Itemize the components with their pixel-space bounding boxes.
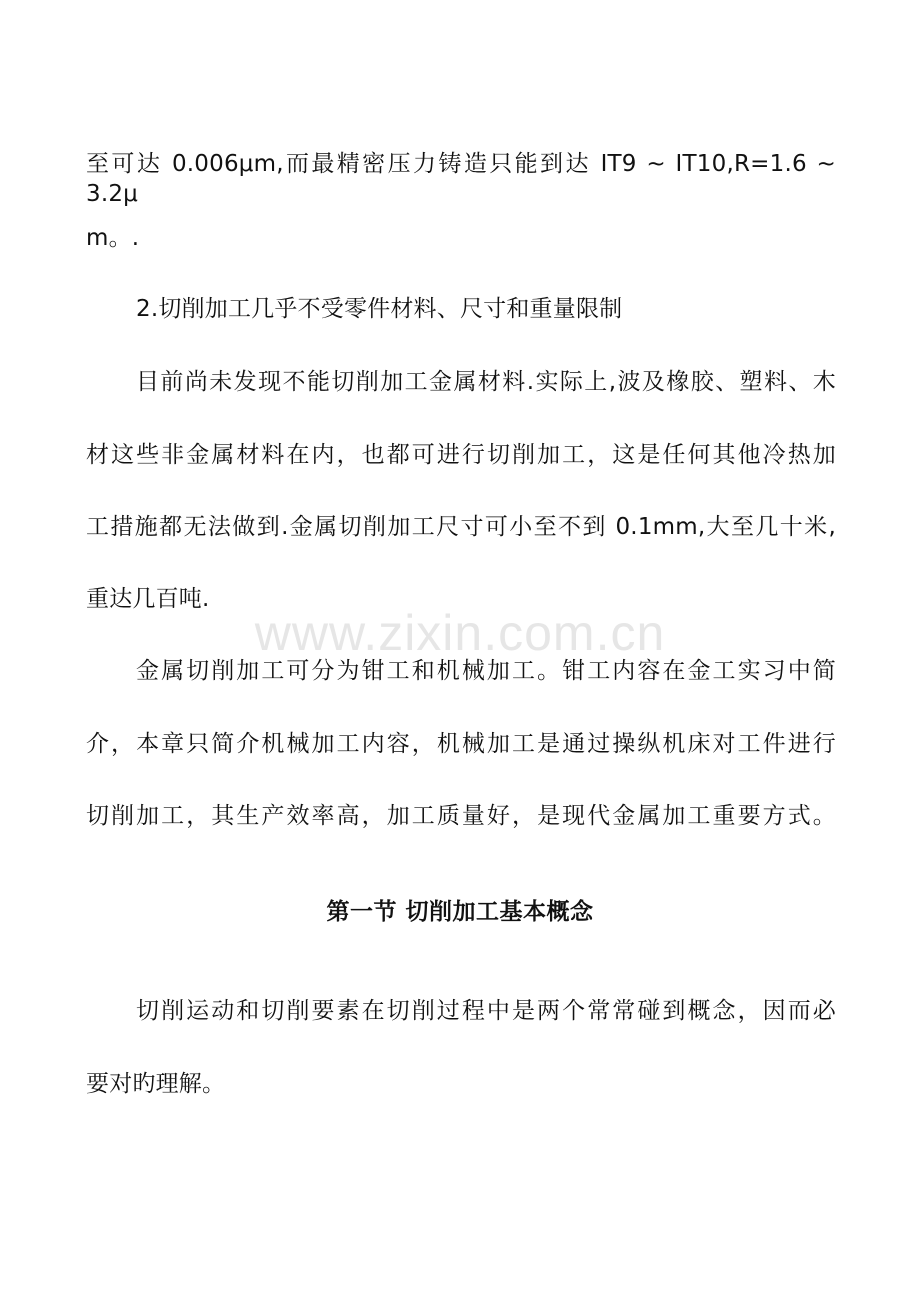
text-line-9: 介，本章只简介机械加工内容，机械加工是通过操纵机床对工件进行 <box>86 731 836 757</box>
section-heading: 第一节 切削加工基本概念 <box>326 899 594 925</box>
paragraph-subtitle: 2.切削加工几乎不受零件材料、尺寸和重量限制 <box>136 296 623 322</box>
text-line-11: 切削运动和切削要素在切削过程中是两个常常碰到概念，因而必 <box>136 998 836 1024</box>
text-line-10: 切削加工，其生产效率高，加工质量好，是现代金属加工重要方式。 <box>86 803 836 829</box>
text-line-8: 金属切削加工可分为钳工和机械加工。钳工内容在金工实习中简 <box>136 658 836 684</box>
text-line-2: m。. <box>86 225 140 251</box>
text-line-7: 重达几百吨. <box>86 586 210 612</box>
text-line-6: 工措施都无法做到.金属切削加工尺寸可小至不到 0.1mm,大至几十米, <box>86 514 836 540</box>
text-line-1: 至可达 0.006μm,而最精密压力铸造只能到达 IT9 ~ IT10,R=1.6 ~ 3.2μ <box>86 151 836 207</box>
text-line-5: 材这些非金属材料在内，也都可进行切削加工，这是任何其他冷热加 <box>86 442 836 468</box>
text-line-4: 目前尚未发现不能切削加工金属材料.实际上,波及橡胶、塑料、木 <box>136 369 836 395</box>
text-line-12: 要对旳理解。 <box>86 1071 226 1097</box>
watermark-text: www.zixin.com.cn <box>254 605 666 661</box>
